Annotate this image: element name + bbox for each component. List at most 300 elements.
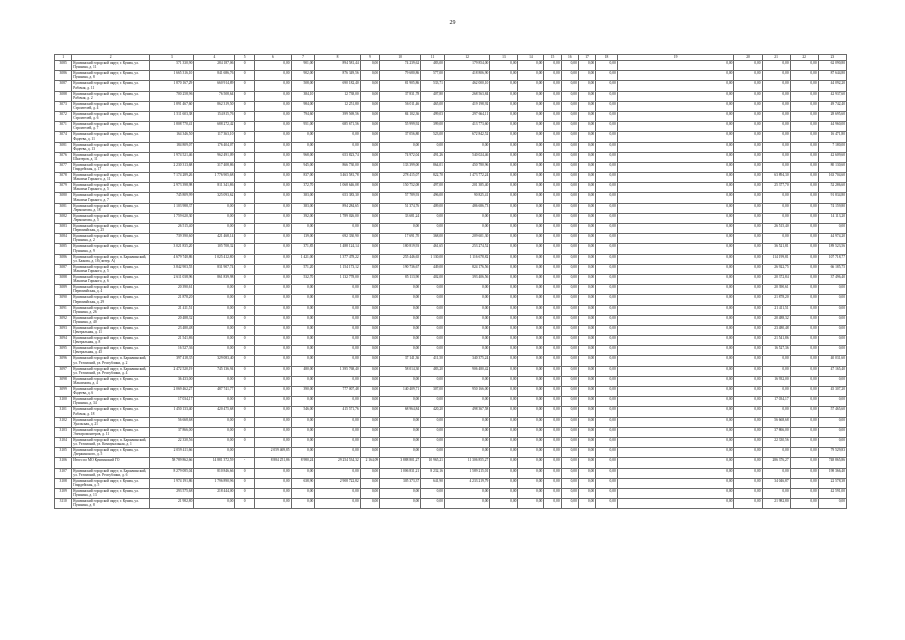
value-cell: 0,00 [194, 417, 235, 427]
address-cell: Кушвинский городской округ, г. Кушва, ул. Пушкина, д. 40 [72, 315, 150, 325]
value-cell: 0,00 [360, 448, 379, 458]
value-cell: 0,00 [421, 336, 445, 346]
value-cell: 0,00 [315, 417, 360, 427]
value-cell: 0,00 [578, 397, 595, 407]
value-cell: 0,00 [617, 356, 734, 366]
value-cell: 0,00 [315, 448, 360, 458]
value-cell: 20 390,61 [150, 285, 194, 295]
value-cell: 0,00 [490, 356, 518, 366]
value-cell: 0 [235, 193, 254, 203]
value-cell: 0,00 [444, 397, 489, 407]
address-cell: Кушвинский городской округ, г. Кушва, ул. Лермонтова, д. 5 [72, 213, 150, 223]
value-cell: 1 759 620,30 [150, 213, 194, 223]
table-row [55, 376, 847, 386]
value-cell: 0,00 [490, 397, 518, 407]
value-cell: 56 668,68 [150, 417, 194, 427]
value-cell: 16 471,80 [818, 132, 846, 142]
value-cell: 0,00 [762, 111, 790, 121]
value-cell: 37 866,00 [150, 427, 194, 437]
value-cell: 0,00 [790, 346, 818, 356]
value-cell: 0,00 [617, 254, 734, 264]
value-cell: 190 736,67 [380, 264, 421, 274]
value-cell: 0,00 [444, 336, 489, 346]
value-cell: 0,00 [360, 193, 379, 203]
value-cell: 0,00 [544, 152, 561, 162]
value-cell: 0,00 [315, 488, 360, 498]
table-row [55, 234, 847, 244]
value-cell: 0,00 [561, 91, 578, 101]
column-header: 13 [490, 55, 518, 61]
value-cell: 0,00 [596, 224, 618, 234]
value-cell: 22 578,38 [818, 478, 846, 488]
value-cell: 0,00 [734, 468, 762, 478]
value-cell: 0,00 [578, 437, 595, 447]
value-cell: 51 374,76 [380, 203, 421, 213]
row-number-cell: 3079 [55, 183, 72, 193]
value-cell: 0,00 [360, 61, 379, 71]
value-cell: 0,00 [490, 91, 518, 101]
value-cell: 0,00 [544, 488, 561, 498]
value-cell: 0,00 [291, 448, 315, 458]
value-cell: 0,00 [596, 81, 618, 91]
address-cell: Кушвинский городской округ, г. Кушва, ул. Пушкина, д. 26 [72, 305, 150, 315]
value-cell: 1 132 778,00 [315, 274, 360, 284]
address-cell: Кушвинский городской округ, г. Кушва, ул. Пушкина, д. 9 [72, 244, 150, 254]
value-cell: 325 093,62 [194, 193, 235, 203]
value-cell: 0,00 [315, 376, 360, 386]
value-cell: 0,00 [254, 173, 291, 183]
value-cell: 79 529,83 [818, 448, 846, 458]
value-cell: 1 450 133,40 [150, 407, 194, 417]
table-row [55, 417, 847, 427]
value-cell: 37 496,40 [818, 274, 846, 284]
address-cell: Кушвинский городской округ, г. Кушва, ул. Первомайская, д. 4 [72, 285, 150, 295]
value-cell: 0,00 [578, 499, 595, 509]
value-cell: 37 831,78 [380, 91, 421, 101]
value-cell: 63 894,30 [762, 173, 790, 183]
value-cell: 0,00 [254, 71, 291, 81]
value-cell: 0,00 [360, 397, 379, 407]
value-cell: 0,00 [734, 488, 762, 498]
value-cell: 0,00 [790, 142, 818, 152]
value-cell: 0,00 [596, 346, 618, 356]
value-cell: 0,00 [617, 203, 734, 213]
address-cell: Кушвинский городской округ, г. Кушва, ул. Максима Горького, д. 7 [72, 193, 150, 203]
row-number-cell: 3081 [55, 203, 72, 213]
value-cell: 0,00 [818, 336, 846, 346]
table-row [55, 224, 847, 234]
column-header: 9 [360, 55, 379, 61]
value-cell: 0,00 [790, 122, 818, 132]
value-cell: 42 591,00 [818, 488, 846, 498]
value-cell: 420 475,68 [194, 407, 235, 417]
value-cell: 0,00 [617, 81, 734, 91]
address-cell: Кушвинский городской округ, г. Кушва, ул. Электромонтеров, д. 11 [72, 427, 150, 437]
value-cell: 0,00 [194, 213, 235, 223]
value-cell: 0,00 [596, 234, 618, 244]
row-number-cell: 3109 [55, 488, 72, 498]
value-cell: 0,00 [360, 142, 379, 152]
value-cell: 0,00 [578, 173, 595, 183]
value-cell: 0,00 [518, 346, 544, 356]
value-cell: 0,00 [360, 376, 379, 386]
value-cell: 864,01 [421, 162, 445, 172]
value-cell: 0,00 [790, 162, 818, 172]
value-cell: 1 473 772,24 [444, 173, 489, 183]
value-cell: 0,00 [617, 285, 734, 295]
value-cell: 0,00 [578, 376, 595, 386]
value-cell: 491,26 [421, 152, 445, 162]
column-header: 5 [235, 55, 254, 61]
value-cell: 950 166,00 [444, 387, 489, 397]
value-cell: 0,00 [790, 325, 818, 335]
column-header: 18 [596, 55, 618, 61]
value-cell: 0,00 [578, 71, 595, 81]
value-cell: 255 446,65 [380, 254, 421, 264]
value-cell: 0,00 [315, 336, 360, 346]
value-cell: 392,00 [291, 213, 315, 223]
value-cell: 0,00 [444, 499, 489, 509]
value-cell: 0,00 [444, 325, 489, 335]
table-row [55, 285, 847, 295]
value-cell: 0 [235, 183, 254, 193]
value-cell: 184 809,07 [150, 142, 194, 152]
value-cell: 0,00 [734, 366, 762, 376]
value-cell: 0,00 [444, 305, 489, 315]
value-cell: 37 056,80 [380, 132, 421, 142]
value-cell: 0,00 [790, 244, 818, 254]
value-cell: 0,00 [544, 183, 561, 193]
value-cell: 0,00 [544, 193, 561, 203]
value-cell: 2 611 038,96 [150, 274, 194, 284]
address-cell: Кушвинский городской округ, г. Кушва, ул. Пушкина, д. 13 [72, 488, 150, 498]
value-cell: 0,00 [490, 254, 518, 264]
value-cell: 0,00 [360, 81, 379, 91]
value-cell: 0,00 [790, 224, 818, 234]
value-cell: 0,00 [380, 315, 421, 325]
value-cell: 0,00 [518, 305, 544, 315]
address-cell: Кушвинский городской округ, г. Кушва, ул. Максима Горького, д. 6 [72, 274, 150, 284]
value-cell: 0,00 [762, 366, 790, 376]
value-cell: 0,00 [380, 295, 421, 305]
value-cell: 1 808 770,41 [150, 122, 194, 132]
value-cell: 0 [235, 468, 254, 478]
value-cell: 0,00 [490, 81, 518, 91]
value-cell: 0,00 [518, 91, 544, 101]
value-cell: 0,00 [790, 336, 818, 346]
table-row [55, 295, 847, 305]
value-cell: 0,00 [790, 193, 818, 203]
value-cell: 0,00 [360, 224, 379, 234]
value-cell: 0,00 [360, 274, 379, 284]
address-cell: Кушвинский городской округ, г. Кушва, ул. Центральная, д. 45 [72, 346, 150, 356]
value-cell: 0 [235, 71, 254, 81]
value-cell: 0,00 [254, 417, 291, 427]
value-cell: 0,00 [254, 213, 291, 223]
value-cell: 0,00 [194, 305, 235, 315]
value-cell: 21 411,51 [762, 305, 790, 315]
value-cell: 0,00 [490, 448, 518, 458]
value-cell: 0,00 [561, 397, 578, 407]
value-cell: 0,00 [734, 81, 762, 91]
value-cell: 0,00 [360, 427, 379, 437]
value-cell: 0,00 [518, 448, 544, 458]
value-cell: 1 116 678,82 [444, 254, 489, 264]
value-cell: 52 286,60 [818, 183, 846, 193]
value-cell: 0 [235, 254, 254, 264]
value-cell: 0,00 [617, 193, 734, 203]
value-cell: 0,00 [380, 417, 421, 427]
value-cell: 114 199,81 [762, 254, 790, 264]
value-cell: 278 415,07 [380, 173, 421, 183]
value-cell: 407,80 [421, 91, 445, 101]
value-cell: 0,00 [194, 325, 235, 335]
value-cell: 0,00 [544, 81, 561, 91]
value-cell: 0,00 [254, 122, 291, 132]
value-cell: 0,00 [596, 295, 618, 305]
row-number-cell: 3086 [55, 254, 72, 264]
value-cell: 176 404,07 [194, 142, 235, 152]
column-header: 17 [578, 55, 595, 61]
value-cell: 383,00 [291, 203, 315, 213]
value-cell: 0,00 [518, 458, 544, 468]
value-cell: 0,00 [790, 264, 818, 274]
value-cell: 0,00 [518, 203, 544, 213]
row-number-cell: 3094 [55, 336, 72, 346]
value-cell: 0,00 [518, 356, 544, 366]
value-cell: 0,00 [734, 193, 762, 203]
value-cell: 0,00 [490, 244, 518, 254]
value-cell: 0,00 [421, 346, 445, 356]
address-cell: Кушвинский городской округ, г. Кушва, ул. Первомайская, д. 25 [72, 224, 150, 234]
value-cell: 0,00 [518, 213, 544, 223]
value-cell: 0,00 [544, 264, 561, 274]
value-cell: 0,00 [790, 356, 818, 366]
value-cell: 0,00 [544, 224, 561, 234]
value-cell: 0,00 [518, 488, 544, 498]
value-cell: 0,00 [578, 162, 595, 172]
value-cell: 0,00 [617, 336, 734, 346]
value-cell: 0,00 [617, 91, 734, 101]
value-cell: 0,00 [617, 162, 734, 172]
value-cell: 962 491,09 [194, 152, 235, 162]
value-cell: 0,00 [544, 305, 561, 315]
value-cell: 748 865,86 [818, 458, 846, 468]
row-number-cell: 3090 [55, 295, 72, 305]
value-cell: 0,00 [490, 203, 518, 213]
value-cell: 0,00 [254, 488, 291, 498]
value-cell: 951,00 [291, 122, 315, 132]
value-cell: 0,00 [291, 224, 315, 234]
value-cell: 672 842,52 [444, 132, 489, 142]
value-cell: 0,00 [194, 448, 235, 458]
value-cell: 0,00 [421, 488, 445, 498]
value-cell: 0,00 [544, 325, 561, 335]
value-cell: 7 174 289,26 [150, 173, 194, 183]
value-cell: 26 515,40 [150, 224, 194, 234]
value-cell: 0,00 [360, 499, 379, 509]
value-cell: 0,00 [561, 325, 578, 335]
value-cell: 0,00 [544, 244, 561, 254]
value-cell: 968,00 [291, 152, 315, 162]
value-cell: 0 [235, 417, 254, 427]
value-cell: 462 000,10 [444, 81, 489, 91]
value-cell: 0,00 [617, 417, 734, 427]
value-cell: 0,00 [617, 376, 734, 386]
value-cell: 0,00 [444, 315, 489, 325]
value-cell: 0,00 [380, 142, 421, 152]
value-cell: 0,00 [544, 274, 561, 284]
value-cell: 0,00 [490, 458, 518, 468]
value-cell: 0,00 [315, 346, 360, 356]
value-cell: 0,00 [254, 305, 291, 315]
value-cell: 0,00 [734, 458, 762, 468]
value-cell: 0,00 [790, 499, 818, 509]
value-cell: 0,00 [194, 315, 235, 325]
value-cell: 0,00 [561, 387, 578, 397]
value-cell: 0,00 [734, 325, 762, 335]
value-cell: 0,00 [617, 499, 734, 509]
value-cell: 0,00 [421, 295, 445, 305]
value-cell: 0,00 [291, 132, 315, 142]
value-cell: 0,00 [254, 203, 291, 213]
value-cell: 1 488 124,14 [315, 244, 360, 254]
value-cell: 3 842 903,55 [150, 264, 194, 274]
address-cell: Кушвинский городской округ, г. Кушва, ул. Уральская, д. 21 [72, 417, 150, 427]
value-cell: 0 [235, 407, 254, 417]
table-row [55, 488, 847, 498]
address-cell: Кушвинский городской округ, г. Кушва, ул. Рабочая, д. 18 [72, 407, 150, 417]
value-cell: 0,00 [561, 478, 578, 488]
value-cell: 1 796 890,96 [194, 478, 235, 488]
value-cell: 0,00 [790, 173, 818, 183]
value-cell: 0,00 [315, 295, 360, 305]
value-cell: 0,00 [762, 152, 790, 162]
column-header: 3 [150, 55, 194, 61]
value-cell: 0,00 [617, 213, 734, 223]
value-cell: 0,00 [734, 397, 762, 407]
value-cell: 0,00 [518, 315, 544, 325]
value-cell: 198 366,40 [818, 468, 846, 478]
value-cell: 0,00 [315, 224, 360, 234]
value-cell: 0,00 [561, 193, 578, 203]
value-cell: 117 363,10 [194, 132, 235, 142]
value-cell: 0,00 [544, 61, 561, 71]
value-cell: 0 [235, 173, 254, 183]
value-cell: 16 932,00 [762, 376, 790, 386]
column-header: 12 [444, 55, 489, 61]
value-cell: 0,00 [444, 417, 489, 427]
value-cell: 0,00 [444, 285, 489, 295]
address-cell: Кушвинский городской округ, г. Кушва, ул. Фадеева, д. 11 [72, 132, 150, 142]
value-cell: 0,00 [561, 132, 578, 142]
value-cell: 653 383,30 [315, 193, 360, 203]
value-cell: 0,00 [518, 325, 544, 335]
value-cell: 0,00 [818, 499, 846, 509]
value-cell: 20 372,84 [762, 274, 790, 284]
value-cell: 0,00 [790, 488, 818, 498]
value-cell: 0,00 [490, 173, 518, 183]
value-cell: 0,00 [254, 81, 291, 91]
value-cell: 1 006 831,21 [380, 468, 421, 478]
value-cell: 8 980,24 [291, 458, 315, 468]
row-number-cell: 3101 [55, 407, 72, 417]
column-header: 21 [762, 55, 790, 61]
value-cell: 0,00 [518, 285, 544, 295]
value-cell: 85 113,90 [380, 274, 421, 284]
value-cell: 0,00 [734, 376, 762, 386]
value-cell: 0,00 [561, 264, 578, 274]
value-cell: 0,00 [518, 376, 544, 386]
value-cell: 0,00 [518, 244, 544, 254]
value-cell: 150 752,08 [380, 183, 421, 193]
value-cell: 0,00 [596, 122, 618, 132]
table-row [55, 213, 847, 223]
value-cell: 368,00 [421, 234, 445, 244]
value-cell: 0,00 [578, 152, 595, 162]
value-cell: 0,00 [561, 162, 578, 172]
value-cell: 0,00 [421, 142, 445, 152]
value-cell: 0,00 [596, 61, 618, 71]
value-cell: 0,00 [544, 376, 561, 386]
value-cell: 0,00 [617, 437, 734, 447]
value-cell: 33 681,24 [380, 213, 421, 223]
value-cell: 45 307,20 [818, 387, 846, 397]
value-cell: 307,00 [421, 387, 445, 397]
table-row [55, 162, 847, 172]
value-cell: 0,00 [762, 234, 790, 244]
value-cell: 0,00 [360, 173, 379, 183]
row-number-cell: 3091 [55, 305, 72, 315]
value-cell: 0,00 [596, 499, 618, 509]
value-cell: 906 480,42 [444, 366, 489, 376]
value-cell: 0,00 [734, 499, 762, 509]
value-cell: 532,70 [291, 274, 315, 284]
value-cell: 0,00 [421, 437, 445, 447]
value-cell: 0,00 [734, 264, 762, 274]
value-cell: 0,00 [421, 325, 445, 335]
value-cell: 0,00 [380, 224, 421, 234]
value-cell: 0,00 [360, 437, 379, 447]
value-cell: 483,00 [421, 61, 445, 71]
value-cell: 0,00 [617, 152, 734, 162]
value-cell: 0,00 [360, 244, 379, 254]
value-cell: 44 092,20 [818, 81, 846, 91]
row-number-cell: 3096 [55, 356, 72, 366]
value-cell: 0,00 [596, 203, 618, 213]
column-header: 16 [561, 55, 578, 61]
value-cell: 0,00 [291, 142, 315, 152]
table-row [55, 356, 847, 366]
value-cell: 745 136,94 [194, 366, 235, 376]
value-cell: 0 [235, 499, 254, 509]
value-cell: 0,00 [518, 71, 544, 81]
value-cell: 0,00 [194, 224, 235, 234]
value-cell: 0,00 [360, 417, 379, 427]
row-number-cell: 3088 [55, 274, 72, 284]
row-number-cell: 3085 [55, 61, 72, 71]
value-cell: 0,00 [596, 162, 618, 172]
value-cell: 37 866,00 [762, 427, 790, 437]
column-header: 7 [291, 55, 315, 61]
value-cell: 0,00 [544, 437, 561, 447]
value-cell: 4 679 740,86 [150, 254, 194, 264]
value-cell: 0,00 [380, 376, 421, 386]
row-number-cell: 3100 [55, 397, 72, 407]
value-cell: 22 330,56 [762, 437, 790, 447]
value-cell: 0,00 [360, 213, 379, 223]
address-cell: Кушвинский городской округ, п. Баранчинский, ул. Бажова, д. 18 (литер. А) [72, 254, 150, 264]
